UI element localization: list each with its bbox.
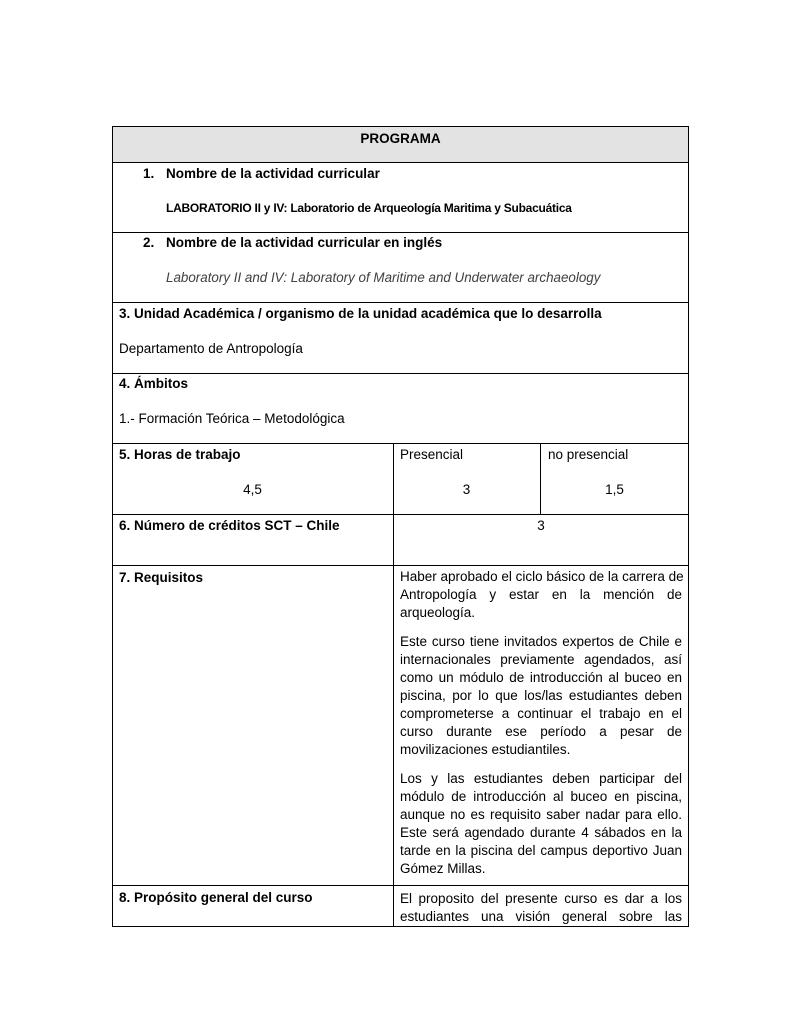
row-divider — [112, 565, 689, 566]
section-5-title: 5. Horas de trabajo — [119, 447, 241, 462]
section-5-presencial-hours: 3 — [462, 482, 471, 497]
text-line: estudiantes una visión general sobre las — [400, 909, 682, 924]
text-line: Los y las estudiantes deben participar del — [400, 771, 682, 786]
row-divider — [112, 373, 689, 374]
column-divider — [540, 443, 541, 514]
section-6-title: 6. Número de créditos SCT – Chile — [119, 518, 340, 533]
section-1-number: 1. — [143, 166, 155, 181]
text-line: Gómez Millas. — [400, 861, 486, 876]
row-divider — [112, 514, 689, 515]
column-divider — [393, 443, 394, 927]
text-line: El proposito del presente curso es dar a los — [400, 891, 682, 906]
row-divider — [112, 302, 689, 303]
row-divider — [112, 232, 689, 233]
text-line: módulo de introducción al buceo en piscina, — [400, 789, 682, 804]
text-line: internacionales previamente agendados, así — [400, 652, 682, 667]
section-1-value: LABORATORIO II y IV: Laboratorio de Arqueología Maritima y Subacuática — [166, 201, 572, 215]
section-2-number: 2. — [143, 235, 155, 250]
section-8-title: 8. Propósito general del curso — [119, 890, 313, 905]
text-line: comprometerse a continuar el trabajo en el — [400, 706, 682, 721]
section-1-title: Nombre de la actividad curricular — [166, 166, 380, 181]
text-line: Este será agendado durante 4 sábados en la — [400, 825, 682, 840]
text-line: movilizaciones estudiantiles. — [400, 742, 571, 757]
text-line: aunque no es requisito saber nadar para ello. — [400, 807, 682, 822]
section-5-no-presencial-header: no presencial — [548, 447, 629, 462]
section-4-title: 4. Ámbitos — [119, 376, 189, 391]
section-5-total-hours: 4,5 — [243, 482, 262, 497]
text-line: arqueología. — [400, 605, 476, 620]
row-divider — [112, 162, 689, 163]
text-line: tarde en la piscina del campus deportivo Juan — [400, 843, 682, 858]
text-line: curso durante ese período a pesar de — [400, 724, 682, 739]
text-line: Antropología y estar en la mención de — [400, 587, 682, 602]
text-line: Haber aprobado el ciclo básico de la carrera de — [400, 569, 684, 584]
section-2-value: Laboratory II and IV: Laboratory of Maritime and Underwater archaeology — [166, 270, 601, 285]
section-5-no-presencial-hours: 1,5 — [605, 482, 624, 497]
section-3-title: 3. Unidad Académica / organismo de la unidad académica que lo desarrolla — [119, 306, 602, 321]
section-2-title: Nombre de la actividad curricular en inglés — [166, 235, 443, 250]
text-line: piscina, por lo que los/las estudiantes deben — [400, 688, 682, 703]
row-divider — [112, 885, 689, 886]
row-divider — [112, 443, 689, 444]
section-7-title: 7. Requisitos — [119, 570, 204, 585]
section-4-value: 1.- Formación Teórica – Metodológica — [119, 411, 345, 426]
text-line: Este curso tiene invitados expertos de Chile e — [400, 634, 682, 649]
section-6-value: 3 — [537, 518, 545, 533]
text-line: como un módulo de introducción al buceo en — [400, 670, 682, 685]
section-3-value: Departamento de Antropología — [119, 341, 303, 356]
page-title: PROGRAMA — [360, 131, 441, 146]
section-5-presencial-header: Presencial — [400, 447, 464, 462]
